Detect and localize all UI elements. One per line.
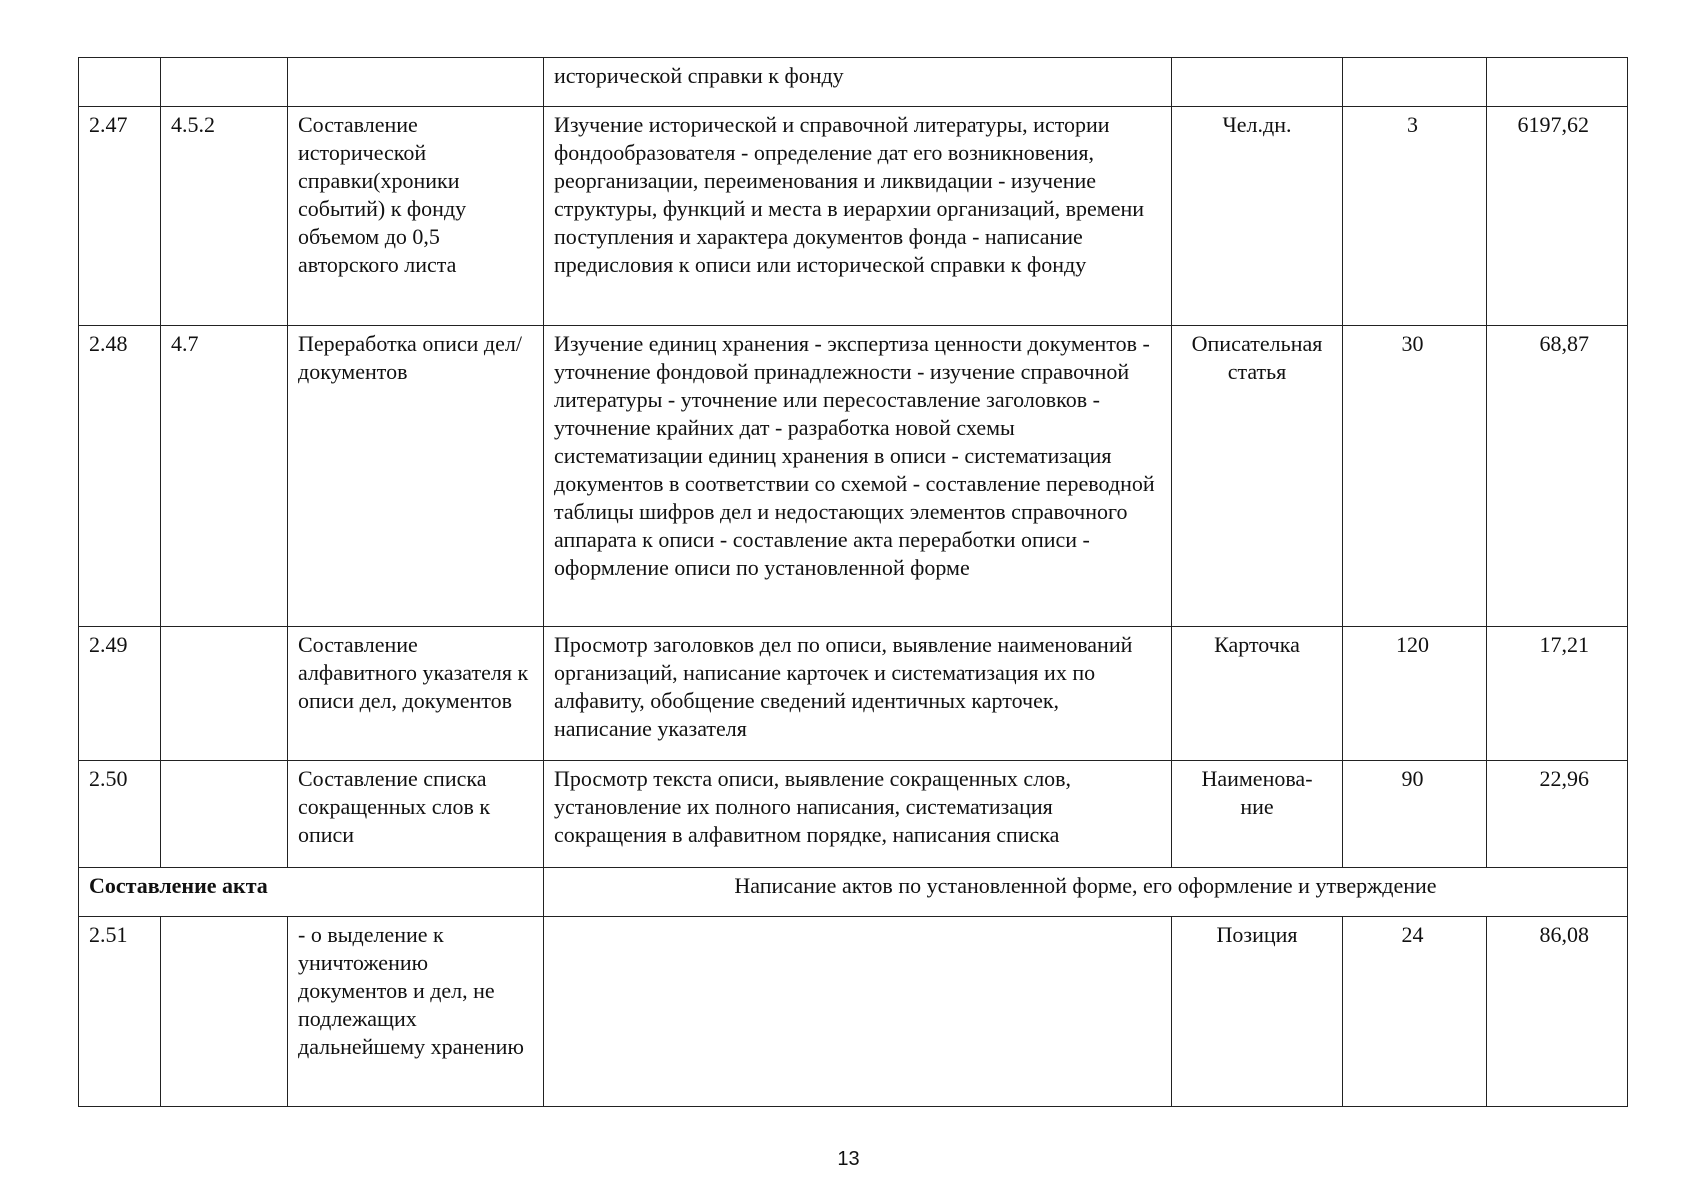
row-unit: Позиция	[1172, 917, 1343, 1107]
row-quantity: 30	[1343, 326, 1487, 627]
row-price: 22,96	[1487, 761, 1628, 868]
row-price: 86,08	[1487, 917, 1628, 1107]
section-description: Написание актов по установленной форме, его оформление и утверждение	[544, 868, 1628, 917]
row-code: 4.5.2	[161, 107, 288, 326]
row-quantity: 90	[1343, 761, 1487, 868]
section-row	[79, 868, 1628, 917]
row-number	[79, 58, 161, 107]
table-row	[79, 58, 1628, 107]
row-code	[161, 761, 288, 868]
table-row	[79, 107, 1628, 326]
row-name: Составление алфавитного указателя к описи дел, документов	[288, 627, 544, 761]
row-code: 4.7	[161, 326, 288, 627]
row-description: Просмотр текста описи, выявление сокращенных слов, установление их полного написания, систематизация сокращения в алфавитном порядке, написания списка	[544, 761, 1172, 868]
row-number: 2.49	[79, 627, 161, 761]
row-description: Изучение единиц хранения - экспертиза ценности документов - уточнение фондовой принадлежности - изучение справочной литературы - уточнение или пересоставление заголовков - уточнение крайних дат - разработка новой схемы систематизации единиц хранения в описи - систематизация документов в соответствии со схемой - составление переводной таблицы шифров дел и недостающих элементов справочного аппарата к описи - составление акта переработки описи - оформление описи по установленной форме	[544, 326, 1172, 627]
row-code	[161, 627, 288, 761]
row-unit: Чел.дн.	[1172, 107, 1343, 326]
row-unit: Наименова- ние	[1172, 761, 1343, 868]
row-quantity: 3	[1343, 107, 1487, 326]
row-number: 2.48	[79, 326, 161, 627]
row-name: Составление списка сокращенных слов к описи	[288, 761, 544, 868]
row-description	[544, 917, 1172, 1107]
row-quantity: 24	[1343, 917, 1487, 1107]
row-code	[161, 917, 288, 1107]
table-row	[79, 761, 1628, 868]
row-description: исторической справки к фонду	[544, 58, 1172, 107]
row-description: Просмотр заголовков дел по описи, выявление наименований организаций, написание карточек и систематизация их по алфавиту, обобщение сведений идентичных карточек, написание указателя	[544, 627, 1172, 761]
row-name	[288, 58, 544, 107]
row-number: 2.51	[79, 917, 161, 1107]
row-quantity: 120	[1343, 627, 1487, 761]
row-price: 17,21	[1487, 627, 1628, 761]
row-name: Переработка описи дел/документов	[288, 326, 544, 627]
row-number: 2.50	[79, 761, 161, 868]
row-price: 6197,62	[1487, 107, 1628, 326]
row-description: Изучение исторической и справочной литературы, истории фондообразователя - определение дат его возникновения, реорганизации, переименования и ликвидации - изучение структуры, функций и места в иерархии организаций, времени поступления и характера документов фонда - написание предисловия к описи или исторической справки к фонду	[544, 107, 1172, 326]
row-name: Составление исторической справки(хроники событий) к фонду объемом до 0,5 авторского листа	[288, 107, 544, 326]
row-number: 2.47	[79, 107, 161, 326]
table-row	[79, 326, 1628, 627]
row-unit: Описательная статья	[1172, 326, 1343, 627]
page-number: 13	[837, 1148, 860, 1170]
price-table	[78, 57, 1628, 1107]
row-code	[161, 58, 288, 107]
row-quantity	[1343, 58, 1487, 107]
row-price	[1487, 58, 1628, 107]
table-row	[79, 917, 1628, 1107]
section-title: Составление акта	[79, 868, 544, 917]
row-price: 68,87	[1487, 326, 1628, 627]
table-row	[79, 627, 1628, 761]
row-unit: Карточка	[1172, 627, 1343, 761]
row-unit	[1172, 58, 1343, 107]
row-name: - о выделение к уничтожению документов и дел, не подлежащих дальнейшему хранению	[288, 917, 544, 1107]
